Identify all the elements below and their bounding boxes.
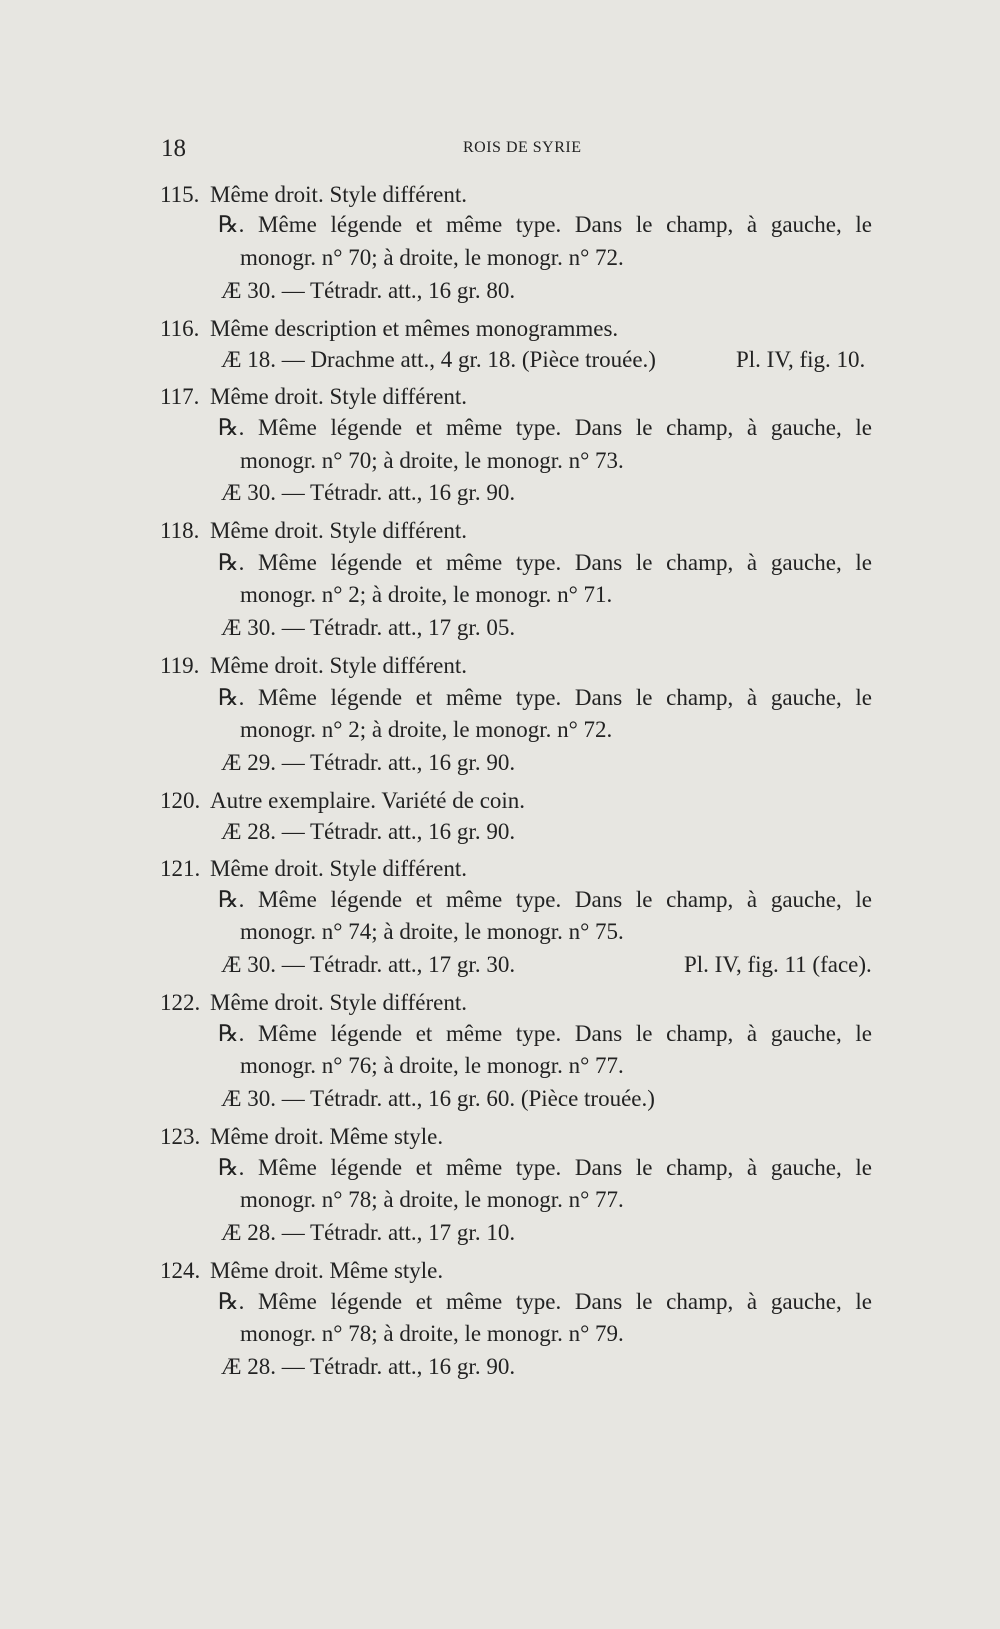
plate-reference: Pl. IV, fig. 10. xyxy=(736,347,866,372)
entry-number: 121. xyxy=(160,856,201,881)
entry-line: ℞. Même légende et même type. Dans le champ, à gauche, le xyxy=(218,1289,872,1314)
entry-line: ℞. Même légende et même type. Dans le champ, à gauche, le xyxy=(218,415,872,440)
entry-line: Æ 29. — Tétradr. att., 16 gr. 90. xyxy=(221,750,516,775)
entry-line: monogr. n° 2; à droite, le monogr. n° 71. xyxy=(240,582,613,607)
entry-line: Æ 18. — Drachme att., 4 gr. 18. (Pièce trouée.) xyxy=(221,347,656,372)
entry-line: Même droit. Style différent. xyxy=(210,182,467,207)
entry-number: 117. xyxy=(160,384,200,409)
entry-line: Même droit. Style différent. xyxy=(210,518,467,543)
entry-line: monogr. n° 78; à droite, le monogr. n° 79. xyxy=(240,1321,624,1346)
entry-line: monogr. n° 78; à droite, le monogr. n° 77. xyxy=(240,1187,624,1212)
entry-line: ℞. Même légende et même type. Dans le champ, à gauche, le xyxy=(218,887,872,912)
entry-number: 115. xyxy=(160,182,200,207)
entry-line: Même droit. Style différent. xyxy=(210,856,467,881)
entry-line: Æ 30. — Tétradr. att., 17 gr. 30. xyxy=(221,952,516,977)
entry-line: Æ 30. — Tétradr. att., 16 gr. 60. (Pièce trouée.) xyxy=(221,1086,655,1111)
plate-reference: Pl. IV, fig. 11 (face). xyxy=(684,952,872,977)
running-title: ROIS DE SYRIE xyxy=(463,139,582,156)
entry-line: Même droit. Style différent. xyxy=(210,384,467,409)
entry-line: Autre exemplaire. Variété de coin. xyxy=(210,788,526,813)
entry-number: 120. xyxy=(160,788,201,813)
entry-line: Æ 28. — Tétradr. att., 16 gr. 90. xyxy=(221,819,516,844)
entry-line: monogr. n° 2; à droite, le monogr. n° 72. xyxy=(240,717,613,742)
entry-line: Même description et mêmes monogrammes. xyxy=(210,316,619,341)
entry-number: 118. xyxy=(160,518,200,543)
entry-line: ℞. Même légende et même type. Dans le champ, à gauche, le xyxy=(218,1155,872,1180)
entry-line: ℞. Même légende et même type. Dans le champ, à gauche, le xyxy=(218,550,872,575)
entry-line: monogr. n° 70; à droite, le monogr. n° 73. xyxy=(240,448,624,473)
entry-line: Même droit. Même style. xyxy=(210,1124,444,1149)
entry-line: Æ 28. — Tétradr. att., 16 gr. 90. xyxy=(221,1354,516,1379)
entry-line: ℞. Même légende et même type. Dans le champ, à gauche, le xyxy=(218,1021,872,1046)
entry-line: monogr. n° 76; à droite, le monogr. n° 77. xyxy=(240,1053,624,1078)
entry-line: Même droit. Style différent. xyxy=(210,990,467,1015)
entry-line: Æ 30. — Tétradr. att., 17 gr. 05. xyxy=(221,615,516,640)
entry-line: ℞. Même légende et même type. Dans le champ, à gauche, le xyxy=(218,212,872,237)
entry-number: 123. xyxy=(160,1124,201,1149)
entry-line: ℞. Même légende et même type. Dans le champ, à gauche, le xyxy=(218,685,872,710)
entry-number: 122. xyxy=(160,990,201,1015)
entry-line: Même droit. Style différent. xyxy=(210,653,467,678)
entry-number: 116. xyxy=(160,316,200,341)
page-number: 18 xyxy=(161,135,186,162)
entry-line: Même droit. Même style. xyxy=(210,1258,444,1283)
entry-line: monogr. n° 74; à droite, le monogr. n° 75. xyxy=(240,919,624,944)
entry-line: Æ 30. — Tétradr. att., 16 gr. 90. xyxy=(221,480,516,505)
entry-number: 124. xyxy=(160,1258,201,1283)
entry-line: monogr. n° 70; à droite, le monogr. n° 72. xyxy=(240,245,624,270)
entry-line: Æ 30. — Tétradr. att., 16 gr. 80. xyxy=(221,278,516,303)
entry-number: 119. xyxy=(160,653,200,678)
entry-line: Æ 28. — Tétradr. att., 17 gr. 10. xyxy=(221,1220,516,1245)
